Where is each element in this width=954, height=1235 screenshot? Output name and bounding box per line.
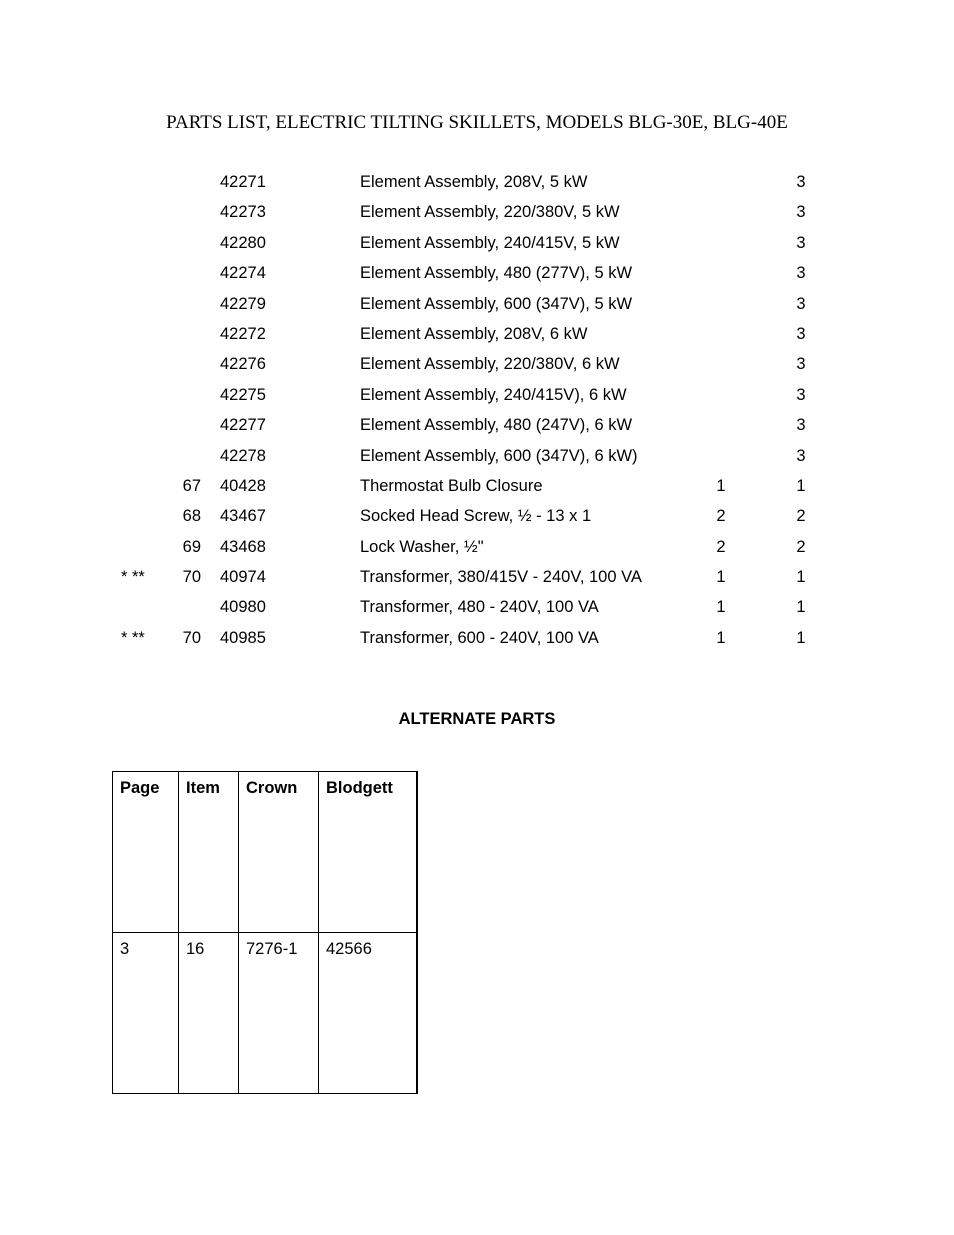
- parts-list: [0, 170, 954, 656]
- part-description: Element Assembly, 600 (347V), 6 kW): [360, 446, 638, 465]
- part-item-number: 70: [182, 568, 201, 587]
- header-crown: Crown: [239, 772, 319, 933]
- parts-row: [0, 626, 954, 656]
- part-qty-30e: 2: [716, 537, 726, 556]
- part-number: 43468: [220, 537, 266, 556]
- cell-page: 3: [113, 933, 179, 1094]
- part-mark: * **: [121, 568, 145, 587]
- alternate-parts-table: [112, 771, 418, 1094]
- part-number: 40985: [220, 628, 266, 647]
- part-description: Element Assembly, 220/380V, 6 kW: [360, 355, 620, 374]
- part-qty-40e: 3: [796, 294, 806, 313]
- part-qty-40e: 1: [796, 628, 806, 647]
- part-qty-40e: 3: [796, 203, 806, 222]
- part-number: 42280: [220, 233, 266, 252]
- cell-blodgett: 42566: [319, 933, 418, 1094]
- part-qty-30e: 1: [716, 476, 726, 495]
- part-qty-40e: 2: [796, 537, 806, 556]
- part-qty-40e: 3: [796, 416, 806, 435]
- part-qty-40e: 1: [796, 598, 806, 617]
- part-description: Lock Washer, ½": [360, 537, 484, 556]
- part-number: 42274: [220, 264, 266, 283]
- part-number: 42278: [220, 446, 266, 465]
- part-number: 40974: [220, 568, 266, 587]
- parts-row: [0, 352, 954, 382]
- part-qty-40e: 3: [796, 355, 806, 374]
- parts-row: [0, 413, 954, 443]
- part-description: Element Assembly, 208V, 6 kW: [360, 324, 588, 343]
- parts-row: [0, 261, 954, 291]
- cell-item: 16: [179, 933, 239, 1094]
- table-header-row: [113, 772, 418, 933]
- part-description: Element Assembly, 240/415V), 6 kW: [360, 385, 627, 404]
- parts-row: [0, 200, 954, 230]
- header-page: Page: [113, 772, 179, 933]
- part-description: Transformer, 380/415V - 240V, 100 VA: [360, 568, 642, 587]
- page-title: PARTS LIST, ELECTRIC TILTING SKILLETS, MODELS BLG-30E, BLG-40E: [166, 112, 788, 133]
- part-qty-40e: 3: [796, 385, 806, 404]
- part-description: Element Assembly, 480 (277V), 5 kW: [360, 264, 633, 283]
- part-qty-40e: 3: [796, 446, 806, 465]
- part-qty-40e: 3: [796, 233, 806, 252]
- part-item-number: 70: [182, 628, 201, 647]
- header-item: Item: [179, 772, 239, 933]
- part-qty-40e: 3: [796, 324, 806, 343]
- part-number: 42276: [220, 355, 266, 374]
- part-number: 42272: [220, 324, 266, 343]
- parts-row: [0, 504, 954, 534]
- part-item-number: 69: [182, 537, 201, 556]
- part-description: Element Assembly, 600 (347V), 5 kW: [360, 294, 633, 313]
- part-number: 42277: [220, 416, 266, 435]
- part-description: Element Assembly, 208V, 5 kW: [360, 173, 588, 191]
- part-qty-30e: 1: [716, 628, 726, 647]
- part-qty-40e: 3: [796, 173, 806, 191]
- cell-crown: 7276-1: [239, 933, 319, 1094]
- part-number: 40980: [220, 598, 266, 617]
- part-description: Element Assembly, 480 (247V), 6 kW: [360, 416, 633, 435]
- part-description: Socked Head Screw, ½ - 13 x 1: [360, 507, 592, 526]
- part-qty-40e: 1: [796, 568, 806, 587]
- part-number: 40428: [220, 476, 266, 495]
- part-number: 42271: [220, 173, 266, 191]
- part-description: Element Assembly, 240/415V, 5 kW: [360, 233, 620, 252]
- parts-row: [0, 474, 954, 504]
- part-qty-40e: 2: [796, 507, 806, 526]
- part-qty-30e: 1: [716, 598, 726, 617]
- parts-row: [0, 565, 954, 595]
- part-number: 43467: [220, 507, 266, 526]
- part-qty-40e: 1: [796, 476, 806, 495]
- table-row: [113, 933, 418, 1094]
- part-qty-40e: 3: [796, 264, 806, 283]
- part-description: Element Assembly, 220/380V, 5 kW: [360, 203, 620, 222]
- part-description: Transformer, 480 - 240V, 100 VA: [360, 598, 599, 617]
- parts-row: [0, 444, 954, 474]
- parts-row: [0, 231, 954, 261]
- parts-row: [0, 322, 954, 352]
- alternate-parts-heading: ALTERNATE PARTS: [398, 710, 556, 728]
- part-number: 42275: [220, 385, 266, 404]
- parts-row: [0, 292, 954, 322]
- part-qty-30e: 2: [716, 507, 726, 526]
- part-item-number: 68: [182, 507, 201, 526]
- part-item-number: 67: [182, 476, 201, 495]
- parts-row: [0, 595, 954, 625]
- header-blodgett: Blodgett: [319, 772, 418, 933]
- part-mark: * **: [121, 628, 145, 647]
- parts-row: [0, 170, 954, 200]
- part-description: Thermostat Bulb Closure: [360, 476, 543, 495]
- part-number: 42279: [220, 294, 266, 313]
- parts-row: [0, 383, 954, 413]
- part-number: 42273: [220, 203, 266, 222]
- part-description: Transformer, 600 - 240V, 100 VA: [360, 628, 599, 647]
- parts-row: [0, 535, 954, 565]
- part-qty-30e: 1: [716, 568, 726, 587]
